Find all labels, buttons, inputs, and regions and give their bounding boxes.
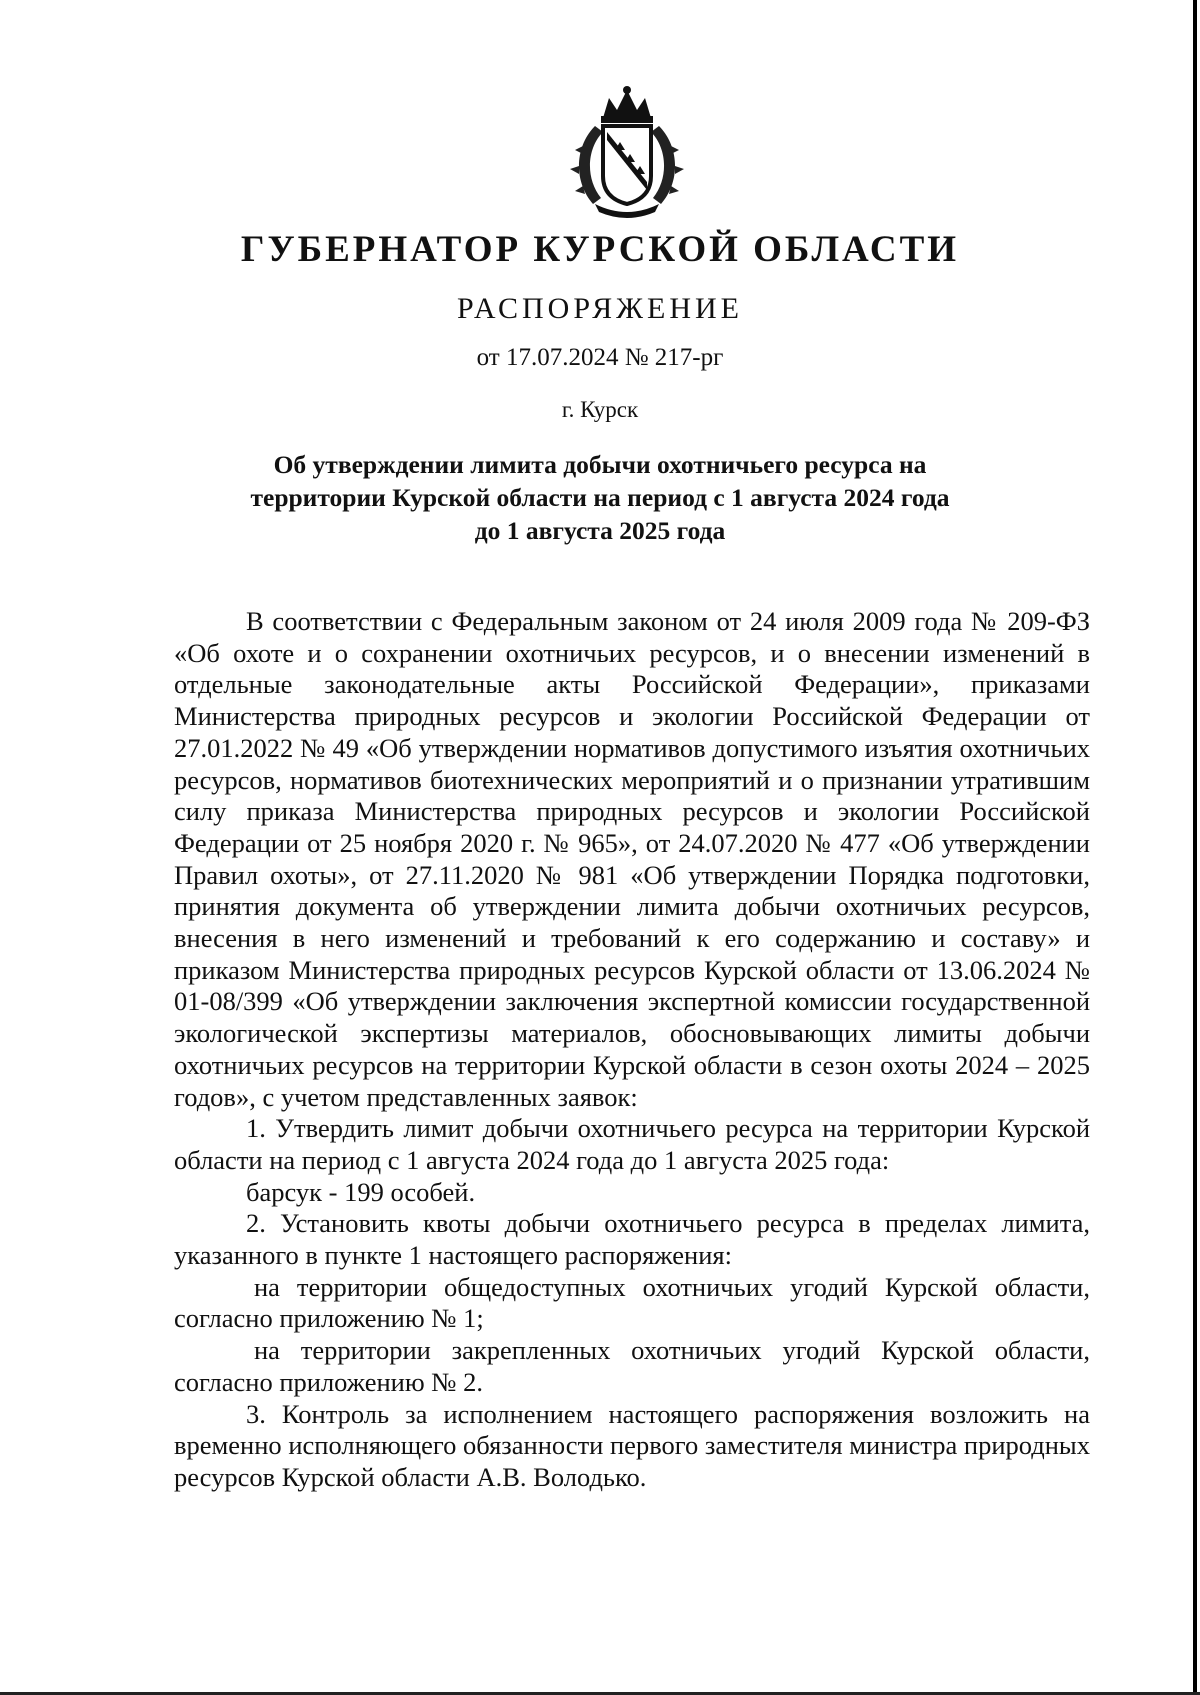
document-body [174, 606, 1090, 1494]
document-subject [0, 448, 1200, 547]
item-2-assigned-lands: на территории закрепленных охотничьих угодий Курской области, согласно приложению № 2. [174, 1335, 1090, 1397]
item-1-limit: барсук - 199 особей. [246, 1176, 476, 1207]
authority-title: ГУБЕРНАТОР КУРСКОЙ ОБЛАСТИ [240, 229, 960, 270]
item-2-public-lands: на территории общедоступных охотничьих угодий Курской области, согласно приложению № 1; [174, 1271, 1090, 1334]
item-2-paragraph: 2. Установить квоты добычи охотничьего ресурса в пределах лимита, указанного в пункте 1 настоящего распоряжения: [174, 1208, 1090, 1271]
subject-line-2: территории Курской области на период с 1 августа 2024 года [250, 483, 950, 512]
document-type: РАСПОРЯЖЕНИЕ [456, 292, 744, 325]
document-city: г. Курск [561, 397, 639, 422]
preamble-paragraph: В соответствии с Федеральным законом от 24 июля 2009 года № 209-ФЗ «Об охоте и о сохранении охотничьих ресурсов, и о внесении изменений в отдельные законодательные акты Российской Федерации», приказами Министерства природных ресурсов и экологии Российской Федерации от 27.01.2022 № 49 «Об утверждении нормативов допустимого изъятия охотничьих ресурсов, нормативов биотехнических мероприятий и о признании утратившим силу приказа Министерства природных ресурсов и экологии Российской Федерации от 25 ноября 2020 г. № 965», от 24.07.2020 № 477 «Об утверждении Правил охоты», от 27.11.2020 № 981 «Об утверждении Порядка подготовки, принятия документа об утверждении лимита добычи охотничьих ресурсов, внесения в него изменений и требований к его содержанию и составу» и приказом Министерства природных ресурсов Курской области от 13.06.2024 № 01-08/399 «Об утверждении заключения экспертной комиссии государственной экологической экспертизы материалов, обосновывающих лимиты добычи охотничьих ресурсов на территории Курской области в сезон охоты 2024 – 2025 годов», с учетом представленных заявок: [174, 606, 1090, 1112]
item-3-paragraph: 3. Контроль за исполнением настоящего распоряжения возложить на временно исполняющего обязанности первого заместителя министра природных ресурсов Курской области А.В. Володько. [174, 1398, 1090, 1492]
subject-line-3: до 1 августа 2025 года [474, 516, 726, 545]
coat-of-arms-icon [565, 86, 689, 218]
item-1-paragraph: 1. Утвердить лимит добычи охотничьего ресурса на территории Курской области на период с 1 августа 2024 года до 1 августа 2025 года: [174, 1113, 1090, 1175]
document-date-number: от 17.07.2024 № 217-рг [476, 344, 724, 371]
subject-line-1: Об утверждении лимита добычи охотничьего ресурса на [273, 450, 927, 479]
